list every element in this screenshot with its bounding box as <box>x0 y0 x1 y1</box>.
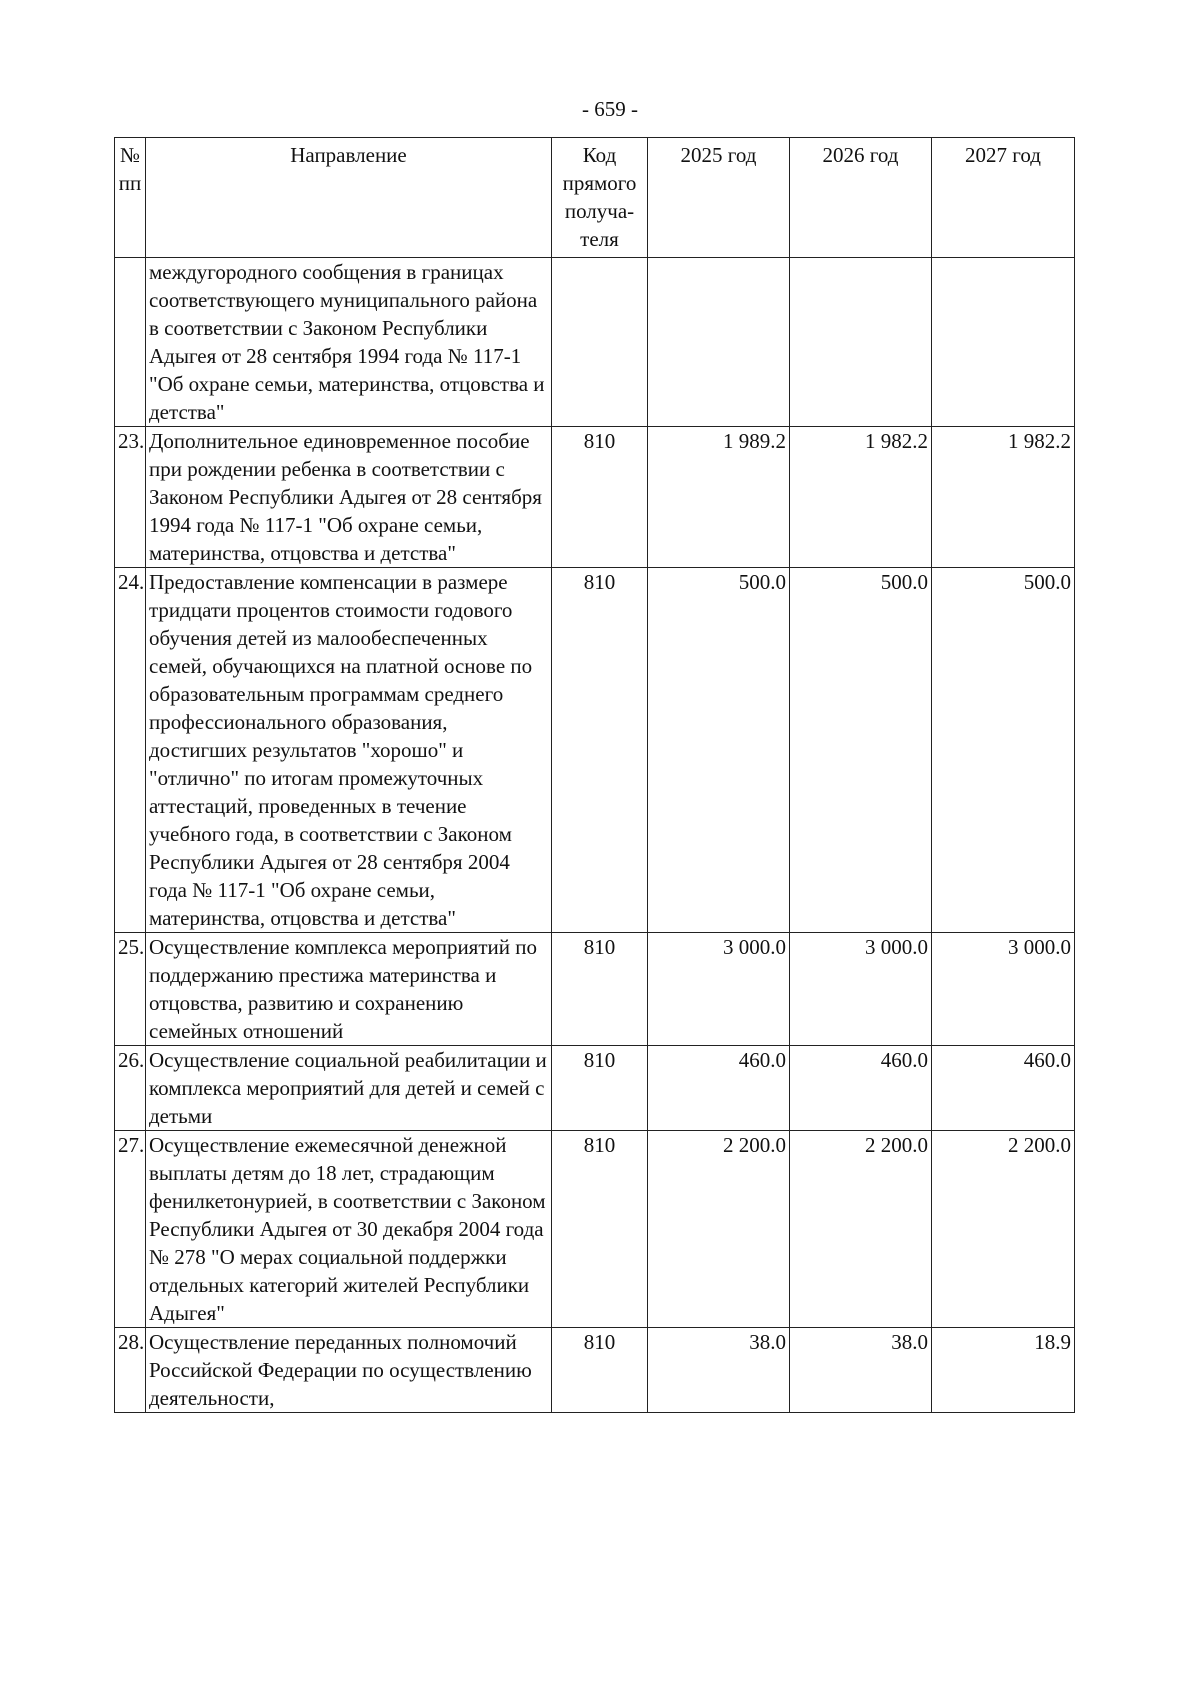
row-2027 <box>932 258 1075 427</box>
header-2026: 2026 год <box>790 138 932 258</box>
row-direction: Предоставление компенсации в размере тридцати процентов стоимости годового обучения детей из малообеспеченных семей, обучающихся на платной основе по образовательным программам среднего профессионального образования, достигших результатов "хорошо" и "отлично" по итогам промежуточных аттестаций, проведенных в течение учебного года, в соответствии с Законом Республики Адыгея от 28 сентября 2004 года № 117-1 "Об охране семьи, материнства, отцовства и детства" <box>146 568 552 933</box>
row-direction: Дополнительное единовременное пособие при рождении ребенка в соответствии с Законом Республики Адыгея от 28 сентября 1994 года № 117-1 "Об охране семьи, материнства, отцовства и детства" <box>146 427 552 568</box>
row-2026: 2 200.0 <box>790 1131 932 1328</box>
table-row <box>115 933 1075 1046</box>
row-num: 28. <box>115 1328 146 1413</box>
header-direction: Направление <box>146 138 552 258</box>
budget-table <box>114 137 1075 1413</box>
row-code: 810 <box>552 1046 648 1131</box>
row-2027: 3 000.0 <box>932 933 1075 1046</box>
header-num: № пп <box>115 138 146 258</box>
row-2026: 1 982.2 <box>790 427 932 568</box>
row-num: 23. <box>115 427 146 568</box>
row-2026: 3 000.0 <box>790 933 932 1046</box>
row-direction: Осуществление комплекса мероприятий по поддержанию престижа материнства и отцовства, развитию и сохранению семейных отношений <box>146 933 552 1046</box>
row-num: 26. <box>115 1046 146 1131</box>
row-2025: 3 000.0 <box>648 933 790 1046</box>
row-direction: междугородного сообщения в границах соответствующего муниципального района в соответствии с Законом Республики Адыгея от 28 сентября 1994 года № 117-1 "Об охране семьи, материнства, отцовства и детства" <box>146 258 552 427</box>
header-code: Код прямого получа-теля <box>552 138 648 258</box>
row-2025: 2 200.0 <box>648 1131 790 1328</box>
header-2025: 2025 год <box>648 138 790 258</box>
page-number: - 659 - <box>582 97 638 121</box>
row-direction: Осуществление социальной реабилитации и комплекса мероприятий для детей и семей с детьми <box>146 1046 552 1131</box>
row-num: 24. <box>115 568 146 933</box>
row-2026: 460.0 <box>790 1046 932 1131</box>
row-2027: 2 200.0 <box>932 1131 1075 1328</box>
row-direction: Осуществление переданных полномочий Российской Федерации по осуществлению деятельности, <box>146 1328 552 1413</box>
row-2027: 500.0 <box>932 568 1075 933</box>
row-2027: 1 982.2 <box>932 427 1075 568</box>
row-2027: 18.9 <box>932 1328 1075 1413</box>
row-2025: 460.0 <box>648 1046 790 1131</box>
row-2025: 38.0 <box>648 1328 790 1413</box>
table-row <box>115 258 1075 427</box>
row-code: 810 <box>552 427 648 568</box>
row-2027: 460.0 <box>932 1046 1075 1131</box>
row-direction: Осуществление ежемесячной денежной выплаты детям до 18 лет, страдающим фенилкетонурией, в соответствии с Законом Республики Адыгея от 30 декабря 2004 года № 278 "О мерах социальной поддержки отдельных категорий жителей Республики Адыгея" <box>146 1131 552 1328</box>
row-2026: 500.0 <box>790 568 932 933</box>
row-num: 25. <box>115 933 146 1046</box>
row-2026 <box>790 258 932 427</box>
table-header-row <box>115 138 1075 258</box>
table-row <box>115 1328 1075 1413</box>
row-2026: 38.0 <box>790 1328 932 1413</box>
row-code: 810 <box>552 1131 648 1328</box>
row-2025: 1 989.2 <box>648 427 790 568</box>
row-code: 810 <box>552 933 648 1046</box>
row-code <box>552 258 648 427</box>
row-num <box>115 258 146 427</box>
table-row <box>115 568 1075 933</box>
header-2027: 2027 год <box>932 138 1075 258</box>
table-row <box>115 1046 1075 1131</box>
row-code: 810 <box>552 568 648 933</box>
row-num: 27. <box>115 1131 146 1328</box>
table-row <box>115 1131 1075 1328</box>
table-row <box>115 427 1075 568</box>
row-2025: 500.0 <box>648 568 790 933</box>
row-code: 810 <box>552 1328 648 1413</box>
row-2025 <box>648 258 790 427</box>
